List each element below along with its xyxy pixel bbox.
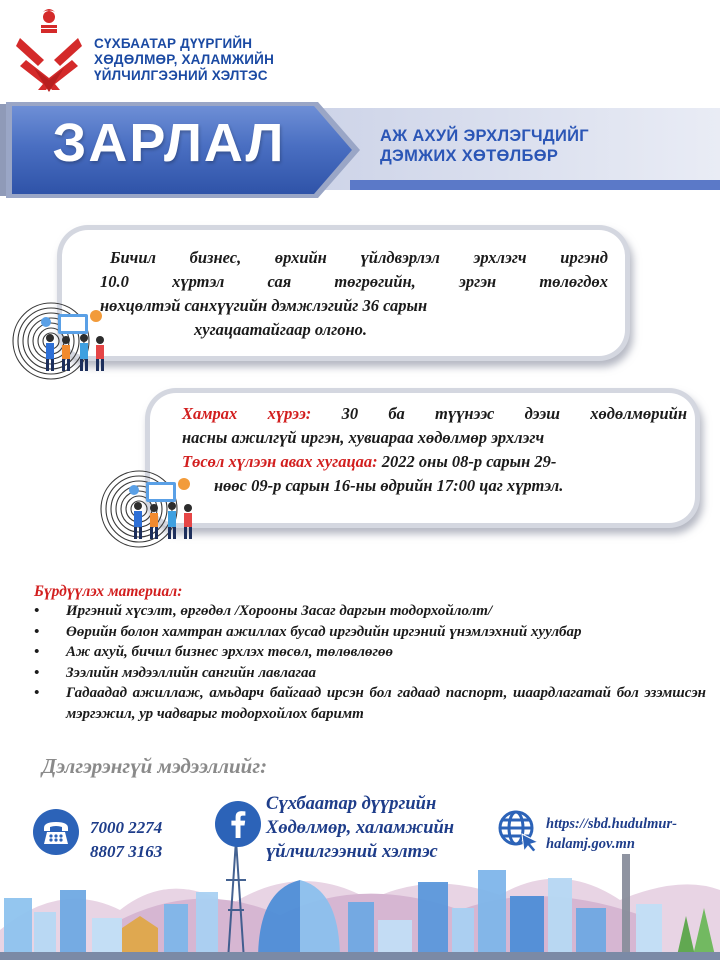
- scope-line1: [182, 402, 687, 426]
- list-item: • Аж ахуй, бичил бизнес эрхлэх төсөл, төлөвлөгөө: [34, 642, 706, 663]
- banner-subtitle-line2: ДЭМЖИХ ХӨТӨЛБӨР: [380, 147, 559, 165]
- list-item: • Өөрийн болон хамтран ажиллах бусад иргэдийн иргэний үнэмлэхний хуулбар: [34, 622, 706, 643]
- facebook-icon[interactable]: [214, 800, 262, 848]
- phone-icon: [32, 808, 80, 856]
- list-item: • Иргэний хүсэлт, өргөдөл /Хорооны Засаг даргын тодорхойлолт/: [34, 601, 706, 622]
- scope-line2: насны ажилгүй иргэн, хувиараа хөдөлмөр эрхлэгч: [182, 428, 545, 447]
- loan-line2: 10.0 хүртэл сая төгрөгийн, эргэн төлөгдөх: [100, 272, 608, 291]
- globe-icon: [496, 808, 540, 852]
- list-item: • Гадаадад ажиллаж, амьдарч байгаад ирсэн бол гадаад паспорт, шаардлагатай бол эзэмшсэн мэргэжил, ур чадварыг тодорхойлох баримт: [34, 685, 706, 722]
- deadline-text: 2022 оны 08-р сарын 29-: [381, 452, 557, 471]
- loan-line3: нөхцөлтэй санхүүгийн дэмжлэгийг 36 сарын: [100, 296, 428, 315]
- org-name-line2: ХӨДӨЛМӨР, ХАЛАМЖИЙН: [94, 52, 275, 67]
- list-item: • Зээлийн мэдээллийн сангийн лавлагаа: [34, 663, 706, 684]
- bullet: •: [34, 685, 40, 701]
- logo-emblem: [14, 8, 84, 92]
- loan-line4: хугацаатайгаар олгоно.: [194, 320, 368, 339]
- bullet: •: [34, 623, 40, 640]
- more-info-heading: Дэлгэрэнгүй мэдээллийг:: [42, 754, 268, 778]
- eligibility-details: [182, 402, 687, 498]
- materials-list: [34, 601, 706, 724]
- banner-subtitle-line1: АЖ АХУЙ ЭРХЛЭГЧДИЙГ: [380, 127, 589, 145]
- org-name-line3: ҮЙЛЧИЛГЭЭНИЙ ХЭЛТЭС: [94, 68, 268, 83]
- loan-description: [100, 246, 608, 342]
- materials-title: Бүрдүүлэх материал:: [34, 583, 183, 600]
- phone-number-2[interactable]: 8807 3163: [90, 842, 163, 861]
- bullet: •: [34, 644, 40, 660]
- org-name-line1: СҮХБААТАР ДҮҮРГИЙН: [94, 36, 253, 51]
- scope-label: Хамрах хүрээ:: [182, 404, 312, 423]
- deadline-label: Төсөл хүлээн авах хугацаа:: [182, 452, 378, 471]
- phone-number-1[interactable]: 7000 2274: [90, 818, 163, 837]
- deadline-line2: нөөс 09-р сарын 16-ны өдрийн 17:00 цаг хүртэл.: [214, 476, 564, 495]
- bullet: •: [34, 603, 40, 619]
- loan-line1: Бичил бизнес, өрхийн үйлдвэрлэл эрхлэгч иргэнд: [110, 248, 608, 267]
- scope-text: 30 ба түүнээс дээш хөдөлмөрийн: [341, 404, 687, 423]
- organization-name: [94, 36, 284, 84]
- website-link[interactable]: https://sbd.hudulmur- halamj.gov.mn: [546, 816, 677, 852]
- banner-subtitle: [380, 126, 660, 166]
- required-materials: [34, 582, 706, 724]
- facebook-page-name[interactable]: Сүхбаатар дүүргийн Хөдөлмөр, халамжийн үйлчилгээний хэлтэс: [266, 794, 455, 862]
- bullet: •: [34, 664, 40, 681]
- deadline-line1: [182, 450, 687, 474]
- phone-numbers: [90, 816, 162, 864]
- banner-title: ЗАРЛАЛ: [52, 113, 286, 173]
